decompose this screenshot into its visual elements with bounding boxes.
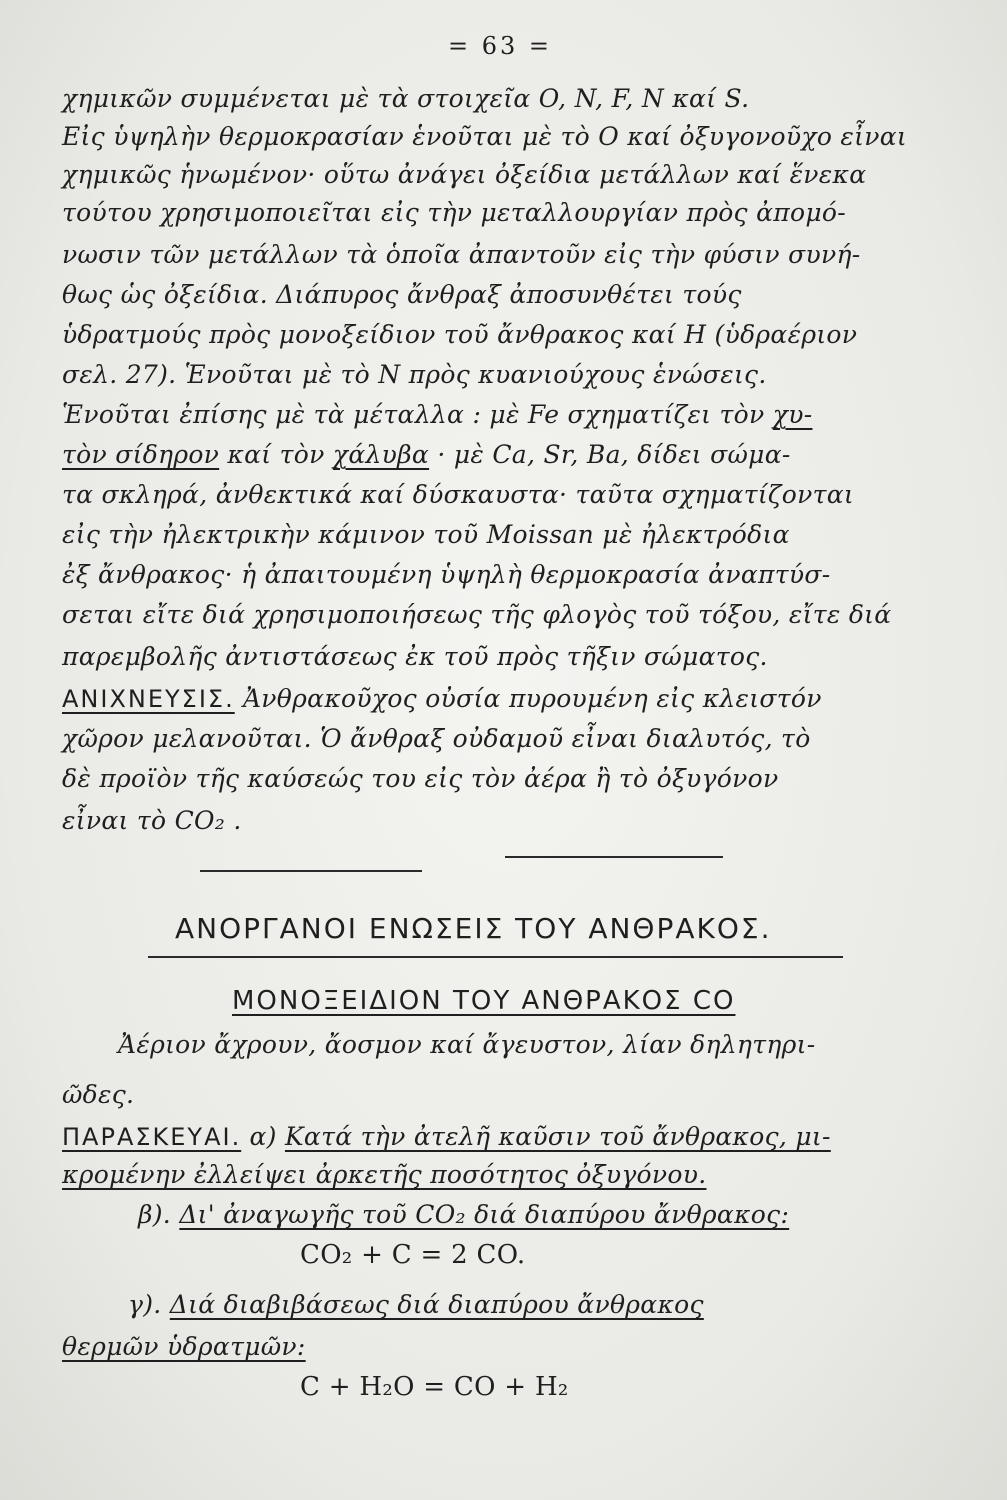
text-span: Ἑνοῦται ἐπίσης μὲ τὰ μέταλλα : μὲ Fe σχηματίζει τὸν bbox=[62, 400, 773, 429]
text-line bbox=[62, 684, 822, 713]
text-line: ῶδες. bbox=[62, 1080, 135, 1109]
underlined-term: χάλυβα bbox=[332, 440, 430, 469]
underlined-text: Κατά τὴν ἀτελῆ καῦσιν τοῦ ἄνθρακος, μι- bbox=[284, 1122, 831, 1151]
item-marker: β). bbox=[138, 1200, 172, 1229]
chemical-equation: CO₂ + C = 2 CO. bbox=[300, 1240, 526, 1270]
text-line: Εἰς ὑψηλὴν θερμοκρασίαν ἑνοῦται μὲ τὸ O καί ὀξυγονοῦχο εἶναι bbox=[62, 122, 908, 151]
text-line bbox=[128, 1290, 704, 1319]
item-marker: α) bbox=[241, 1122, 285, 1151]
text-line: χημικῶς ἡνωμένον· οὕτω ἀνάγει ὀξείδια μετάλλων καί ἕνεκα bbox=[62, 160, 867, 189]
underlined-term: τὸν σίδηρον bbox=[62, 440, 220, 469]
text-span: πρὸς ἀπομό- bbox=[678, 198, 847, 227]
text-span: Ἀνθρακοῦχος οὐσία πυρουμένη εἰς κλειστόν bbox=[234, 684, 822, 713]
page-number: = 63 = bbox=[448, 32, 553, 60]
subsection-title: ΜΟΝΟΞΕΙΔΙΟΝ ΤΟΥ ΑΝΘΡΑΚΟΣ CO bbox=[232, 986, 736, 1016]
detection-label: ΑΝΙΧΝΕΥΣΙΣ. bbox=[62, 685, 235, 713]
text-span: · μὲ Ca, Sr, Ba, δίδει σώμα- bbox=[429, 440, 791, 469]
text-line: παρεμβολῆς ἀντιστάσεως ἐκ τοῦ πρὸς τῆξιν σώματος. bbox=[62, 642, 768, 671]
text-line: κρομένην ἐλλείψει ἀρκετῆς ποσότητος ὀξυγόνου. bbox=[62, 1160, 707, 1189]
text-line: δὲ προϊὸν τῆς καύσεώς του εἰς τὸν ἀέρα ἢ τὸ ὀξυγόνον bbox=[62, 764, 779, 793]
text-line bbox=[138, 1200, 789, 1229]
text-line: σεται εἴτε διά χρησιμοποιήσεως τῆς φλογὸς τοῦ τόξου, εἴτε διά bbox=[62, 600, 892, 629]
title-underline bbox=[148, 956, 843, 958]
text-line: νωσιν τῶν μετάλλων τὰ ὁποῖα ἀπαντοῦν εἰς τὴν φύσιν συνή- bbox=[62, 240, 861, 269]
text-line: θως ὡς ὀξείδια. Διάπυρος ἄνθραξ ἀποσυνθέτει τούς bbox=[62, 280, 742, 309]
text-span: τούτου χρησιμοποιεῖται εἰς τὴν bbox=[62, 198, 481, 227]
text-line bbox=[62, 1122, 831, 1151]
chemical-equation: C + H₂O = CO + H₂ bbox=[300, 1372, 569, 1402]
text-line: εἰς τὴν ἠλεκτρικὴν κάμινον τοῦ Moissan μὲ ἠλεκτρόδια bbox=[62, 520, 790, 549]
text-line: ἐξ ἄνθρακος· ἡ ἀπαιτουμένη ὑψηλὴ θερμοκρασία ἀναπτύσ- bbox=[62, 560, 831, 589]
divider-line bbox=[505, 856, 723, 858]
text-line: θερμῶν ὑδρατμῶν: bbox=[62, 1332, 306, 1361]
text-line: εἶναι τὸ CO₂ . bbox=[62, 806, 242, 835]
text-line: ὑδρατμούς πρὸς μονοξείδιον τοῦ ἄνθρακος καί H (ὑδραέριον bbox=[62, 320, 858, 349]
text-line bbox=[62, 198, 846, 227]
text-line: σελ. 27). Ἑνοῦται μὲ τὸ N πρὸς κυανιούχους ἑνώσεις. bbox=[62, 360, 767, 389]
underlined-text: Δι' ἀναγωγῆς τοῦ CO₂ διά διαπύρου ἄνθρακος: bbox=[179, 1200, 790, 1229]
preparation-label: ΠΑΡΑΣΚΕΥΑΙ. bbox=[62, 1123, 242, 1151]
section-title: ΑΝΟΡΓΑΝΟΙ ΕΝΩΣΕΙΣ ΤΟΥ ΑΝΘΡΑΚΟΣ. bbox=[175, 912, 772, 945]
divider-line bbox=[200, 870, 422, 872]
underlined-text: Διά διαβιβάσεως διά διαπύρου ἄνθρακος bbox=[169, 1290, 704, 1319]
text-span: μεταλλουργίαν bbox=[480, 198, 679, 227]
text-line bbox=[62, 400, 812, 429]
text-span: καί τὸν bbox=[219, 440, 333, 469]
underlined-term: χυ- bbox=[772, 400, 813, 429]
text-line: χῶρον μελανοῦται. Ὁ ἄνθραξ οὐδαμοῦ εἶναι διαλυτός, τὸ bbox=[62, 724, 811, 753]
item-marker: γ). bbox=[128, 1290, 162, 1319]
text-line bbox=[62, 440, 791, 469]
text-line: χημικῶν συμμένεται μὲ τὰ στοιχεῖα O, N, F, N καί S. bbox=[62, 84, 750, 113]
text-line: Ἀέριον ἄχρουν, ἄοσμον καί ἄγευστον, λίαν δηλητηρι- bbox=[118, 1030, 816, 1059]
text-line: τα σκληρά, ἀνθεκτικά καί δύσκαυστα· ταῦτα σχηματίζονται bbox=[62, 480, 855, 509]
